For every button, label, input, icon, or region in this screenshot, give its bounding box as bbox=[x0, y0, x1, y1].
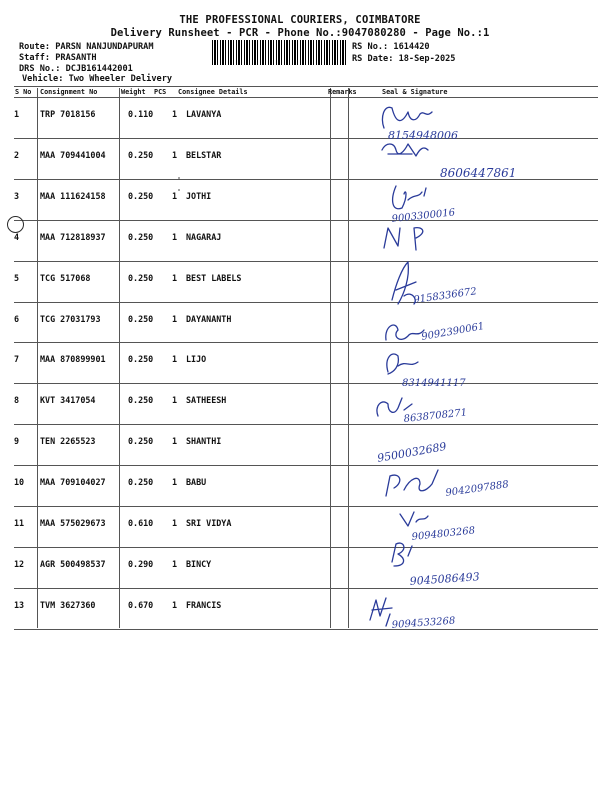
table-row bbox=[0, 139, 600, 179]
table-row bbox=[0, 221, 600, 261]
handwritten-phone: 9045086493 bbox=[409, 570, 481, 588]
row-pcs: 1 bbox=[172, 558, 178, 569]
row-pcs: 1 bbox=[172, 190, 178, 201]
table-row bbox=[0, 180, 600, 220]
handwritten-phone: 8638708271 bbox=[403, 407, 468, 425]
row-consignment-no: MAA 870899901 bbox=[40, 354, 106, 365]
row-sno: 13 bbox=[14, 599, 25, 610]
row-consignment-no: TRP 7018156 bbox=[40, 109, 96, 119]
row-sno: 9 bbox=[14, 436, 20, 447]
row-consignment-no: MAA 709441004 bbox=[40, 149, 106, 160]
table-row bbox=[0, 303, 600, 343]
row-weight: 0.250 bbox=[128, 395, 154, 406]
table-row bbox=[0, 507, 600, 547]
row-pcs: 1 bbox=[172, 354, 178, 365]
handwritten-phone: 8606447861 bbox=[440, 166, 517, 180]
row-consignment-no: TCG 517068 bbox=[40, 272, 91, 283]
table-row bbox=[0, 262, 600, 302]
row-weight: 0.250 bbox=[128, 313, 154, 324]
row-consignment-no: TCG 27031793 bbox=[40, 313, 101, 324]
row-sno: 8 bbox=[14, 395, 20, 406]
table-row bbox=[0, 343, 600, 383]
row-sno: 2 bbox=[14, 149, 20, 160]
table-row bbox=[0, 589, 600, 629]
header-seal-signature: Seal & Signature bbox=[382, 88, 448, 96]
row-weight: 0.110 bbox=[128, 109, 154, 119]
handwritten-phone: 9003300016 bbox=[391, 207, 456, 225]
row-pcs: 1 bbox=[172, 395, 178, 406]
handwritten-phone: 9042097888 bbox=[444, 479, 510, 499]
table-row bbox=[0, 98, 600, 138]
table-top-rule bbox=[14, 86, 598, 87]
row-weight: 0.290 bbox=[128, 558, 154, 569]
row-sno: 7 bbox=[14, 354, 20, 365]
row-sno: 12 bbox=[14, 558, 25, 569]
row-pcs: 1 bbox=[172, 109, 178, 119]
handwritten-phone: 8314941117 bbox=[402, 378, 466, 389]
header-consignment: Consignment No bbox=[40, 88, 98, 96]
row-consignee: BELSTAR bbox=[186, 149, 222, 160]
header-consignee: Consignee Details bbox=[178, 88, 248, 96]
staff-label: Staff: PRASANTH bbox=[19, 53, 97, 63]
row-divider bbox=[14, 629, 598, 630]
runsheet-subtitle: Delivery Runsheet - PCR - Phone No.:9047080280 - Page No.:1 bbox=[110, 27, 490, 39]
row-consignment-no: MAA 575029673 bbox=[40, 518, 106, 528]
row-pcs: 1 bbox=[172, 231, 178, 242]
header-weight: Weight bbox=[121, 88, 146, 96]
header-pcs: PCS bbox=[154, 88, 167, 96]
table-row bbox=[0, 425, 600, 465]
handwritten-phone: 8154948006 bbox=[388, 129, 458, 142]
row-pcs: 1 bbox=[172, 477, 178, 488]
row-weight: 0.250 bbox=[128, 477, 154, 488]
row-sno: 3 bbox=[14, 190, 20, 201]
row-sno: 10 bbox=[14, 477, 25, 488]
row-pcs: 1 bbox=[172, 272, 178, 283]
table-row bbox=[0, 466, 600, 506]
barcode-image bbox=[212, 40, 347, 65]
row-weight: 0.250 bbox=[128, 272, 154, 283]
row-consignment-no: AGR 500498537 bbox=[40, 558, 106, 569]
handwritten-phone: 9094803268 bbox=[411, 525, 476, 543]
row-consignee: NAGARAJ bbox=[186, 231, 222, 242]
row-consignment-no: MAA 709104027 bbox=[40, 477, 106, 488]
row-consignee: LAVANYA bbox=[186, 109, 222, 119]
row-consignment-no: KVT 3417054 bbox=[40, 395, 96, 406]
handwritten-phone: 9092390061 bbox=[420, 321, 486, 343]
header-sno: S No bbox=[15, 88, 32, 96]
table-row bbox=[0, 548, 600, 588]
row-pcs: 1 bbox=[172, 436, 178, 447]
row-weight: 0.250 bbox=[128, 354, 154, 365]
row-pcs: 1 bbox=[172, 149, 178, 160]
ink-dot bbox=[178, 189, 180, 191]
row-consignee: SRI VIDYA bbox=[186, 518, 232, 528]
row-weight: 0.250 bbox=[128, 231, 154, 242]
row-consignment-no: TEN 2265523 bbox=[40, 436, 96, 447]
header-remarks: Remarks bbox=[328, 88, 357, 96]
handwritten-phone: 9158336672 bbox=[412, 286, 478, 306]
handwritten-phone: 9500032689 bbox=[376, 439, 448, 465]
handwritten-phone: 9094533268 bbox=[391, 615, 456, 631]
circled-row-marker bbox=[7, 216, 24, 233]
row-weight: 0.250 bbox=[128, 190, 154, 201]
table-row bbox=[0, 384, 600, 424]
row-consignee: SHANTHI bbox=[186, 436, 222, 447]
row-consignee: LIJO bbox=[186, 354, 207, 365]
row-sno: 5 bbox=[14, 272, 20, 283]
row-weight: 0.250 bbox=[128, 149, 154, 160]
ink-dot bbox=[178, 177, 180, 179]
row-consignee: JOTHI bbox=[186, 190, 212, 201]
row-consignee: BEST LABELS bbox=[186, 272, 242, 283]
company-title: THE PROFESSIONAL COURIERS, COIMBATORE bbox=[179, 14, 421, 26]
rs-number: RS No.: 1614420 bbox=[352, 42, 430, 52]
row-pcs: 1 bbox=[172, 518, 178, 528]
row-consignee: FRANCIS bbox=[186, 599, 222, 610]
row-consignee: BABU bbox=[186, 477, 207, 488]
row-consignee: SATHEESH bbox=[186, 395, 227, 406]
row-weight: 0.250 bbox=[128, 436, 154, 447]
row-consignment-no: MAA 712818937 bbox=[40, 231, 106, 242]
row-consignment-no: TVM 3627360 bbox=[40, 599, 96, 610]
row-sno: 1 bbox=[14, 109, 20, 119]
row-weight: 0.670 bbox=[128, 599, 154, 610]
row-consignee: BINCY bbox=[186, 558, 212, 569]
route-label: Route: PARSN NANJUNDAPURAM bbox=[19, 42, 154, 52]
row-weight: 0.610 bbox=[128, 518, 154, 528]
row-pcs: 1 bbox=[172, 599, 178, 610]
vehicle-label: Vehicle: Two Wheeler Delivery bbox=[22, 74, 173, 84]
row-pcs: 1 bbox=[172, 313, 178, 324]
drs-label: DRS No.: DCJB161442001 bbox=[19, 64, 133, 74]
rs-date: RS Date: 18-Sep-2025 bbox=[352, 54, 456, 64]
row-consignee: DAYANANTH bbox=[186, 313, 232, 324]
row-sno: 6 bbox=[14, 313, 20, 324]
row-sno: 11 bbox=[14, 518, 25, 528]
row-consignment-no: MAA 111624158 bbox=[40, 190, 106, 201]
row-sno: 4 bbox=[14, 231, 20, 242]
